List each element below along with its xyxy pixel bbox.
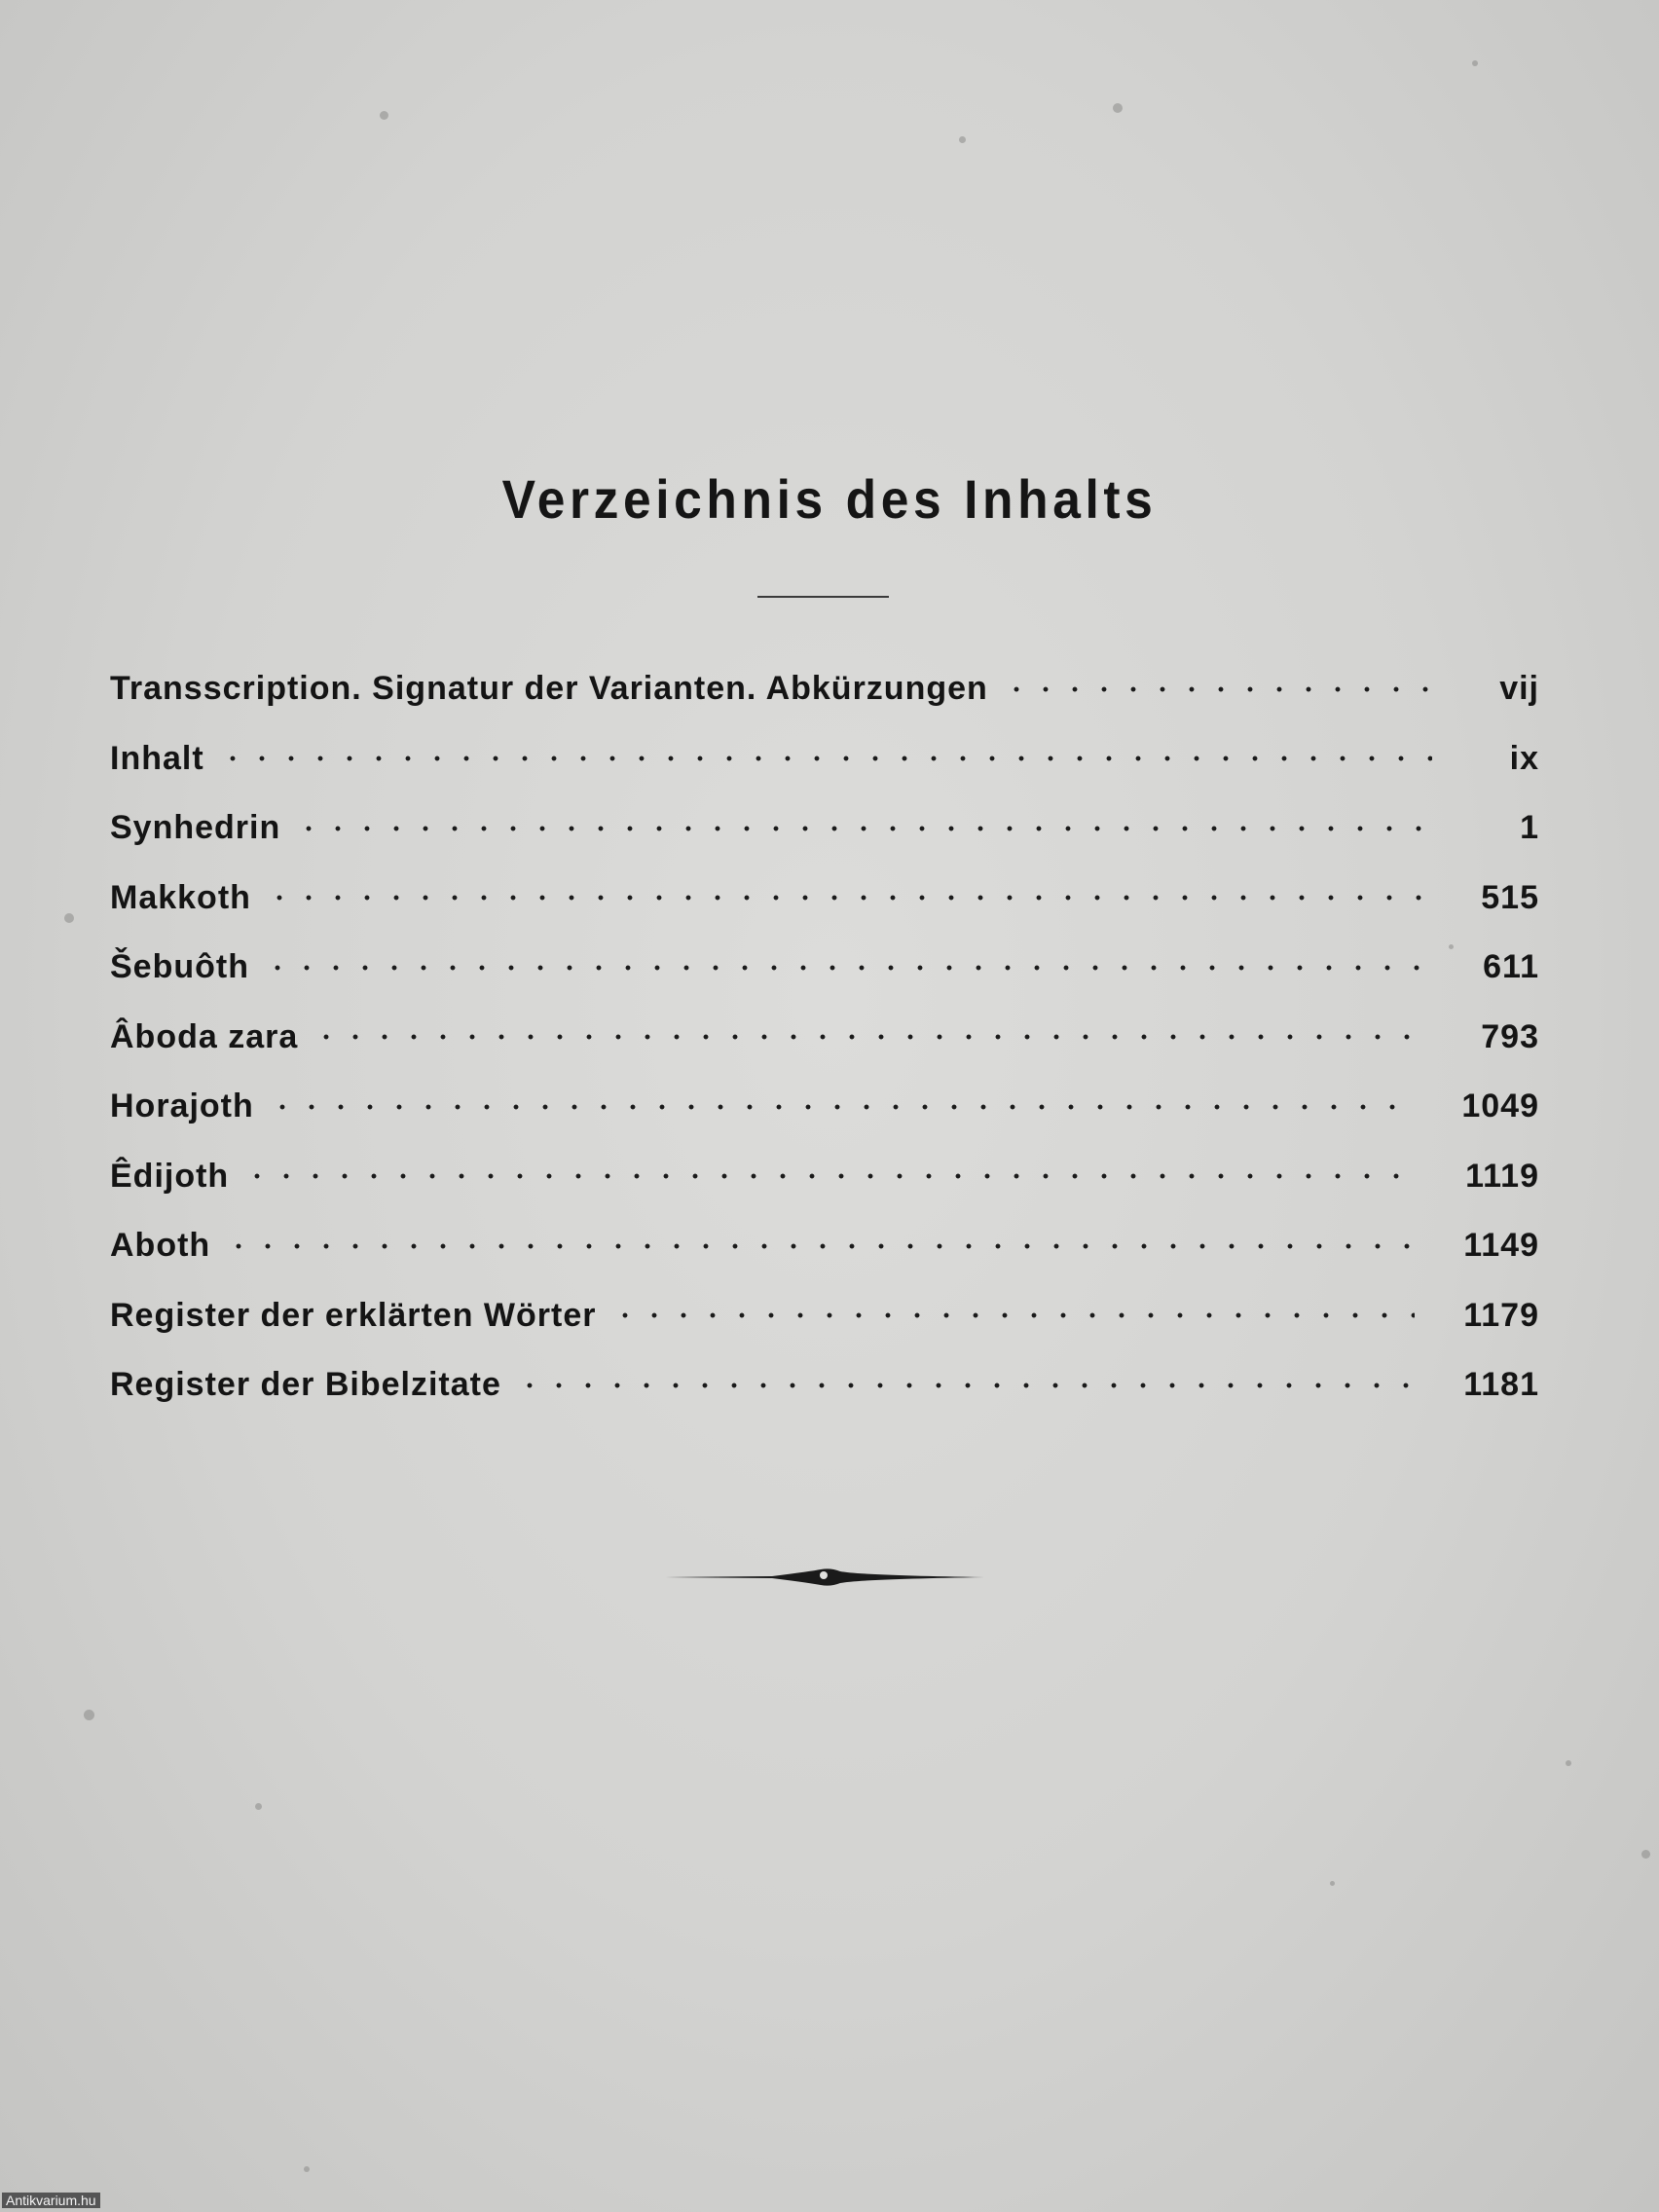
dot-leader <box>610 1299 1416 1332</box>
toc-entry <box>110 654 1539 724</box>
paper-speck <box>1641 1850 1650 1859</box>
toc-entry-label: Makkoth <box>110 878 251 916</box>
dot-leader <box>312 1020 1432 1053</box>
toc-entry-page: ix <box>1509 739 1539 777</box>
paper-speck <box>84 1710 94 1720</box>
toc-entry-page: 793 <box>1481 1017 1539 1055</box>
dot-leader <box>268 1090 1414 1124</box>
toc-entry-label: Transscription. Signatur der Varianten. Abkürzungen <box>110 670 988 708</box>
watermark: Antikvarium.hu <box>2 2193 100 2208</box>
toc-entry-label: Êdijoth <box>110 1157 230 1195</box>
toc-entry <box>110 1211 1539 1281</box>
toc-entry <box>110 1003 1539 1073</box>
toc-entry-page: 1049 <box>1461 1088 1539 1125</box>
toc-entry-label: Šebuôth <box>110 948 249 986</box>
dot-leader <box>265 881 1432 914</box>
paper-speck <box>959 136 966 143</box>
paper-speck <box>1472 60 1478 66</box>
dot-leader <box>294 812 1432 845</box>
dot-leader <box>218 742 1432 775</box>
toc-entry <box>110 793 1539 864</box>
toc-entry <box>110 933 1539 1003</box>
toc-entry <box>110 1142 1539 1212</box>
paper-speck <box>255 1803 262 1810</box>
paper-speck <box>304 2166 310 2172</box>
title-divider <box>757 596 889 598</box>
paper-speck <box>64 913 74 923</box>
page-title: Verzeichnis des Inhalts <box>501 468 1158 530</box>
table-of-contents <box>110 654 1539 1420</box>
toc-entry-page: vij <box>1499 670 1539 708</box>
toc-entry-page: 1179 <box>1463 1296 1539 1334</box>
toc-entry <box>110 1350 1539 1420</box>
dot-leader <box>1002 673 1432 706</box>
toc-entry-label: Horajoth <box>110 1088 254 1125</box>
toc-entry-label: Register der Bibelzitate <box>110 1366 501 1404</box>
toc-entry-page: 1149 <box>1463 1227 1539 1265</box>
toc-entry-label: Âboda zara <box>110 1017 299 1055</box>
dot-leader <box>242 1160 1417 1193</box>
toc-entry-label: Synhedrin <box>110 809 281 847</box>
toc-entry <box>110 1072 1539 1142</box>
toc-entry <box>110 1281 1539 1351</box>
toc-entry-page: 1 <box>1520 809 1539 847</box>
dot-leader <box>263 951 1432 984</box>
toc-entry-page: 611 <box>1483 948 1539 986</box>
paper-speck <box>1330 1881 1335 1886</box>
dot-leader <box>224 1230 1415 1263</box>
toc-entry-label: Inhalt <box>110 739 204 777</box>
toc-entry-label: Register der erklärten Wörter <box>110 1296 597 1334</box>
paper-speck <box>1566 1760 1571 1766</box>
toc-entry <box>110 864 1539 934</box>
toc-entry-page: 1119 <box>1465 1157 1539 1195</box>
toc-entry-page: 515 <box>1481 878 1539 916</box>
toc-entry-label: Aboth <box>110 1227 211 1265</box>
ornament-divider <box>665 1564 984 1591</box>
paper-speck <box>380 111 388 120</box>
toc-entry-page: 1181 <box>1463 1366 1539 1404</box>
dot-leader <box>515 1369 1415 1402</box>
paper-speck <box>1113 103 1123 113</box>
toc-entry <box>110 724 1539 794</box>
